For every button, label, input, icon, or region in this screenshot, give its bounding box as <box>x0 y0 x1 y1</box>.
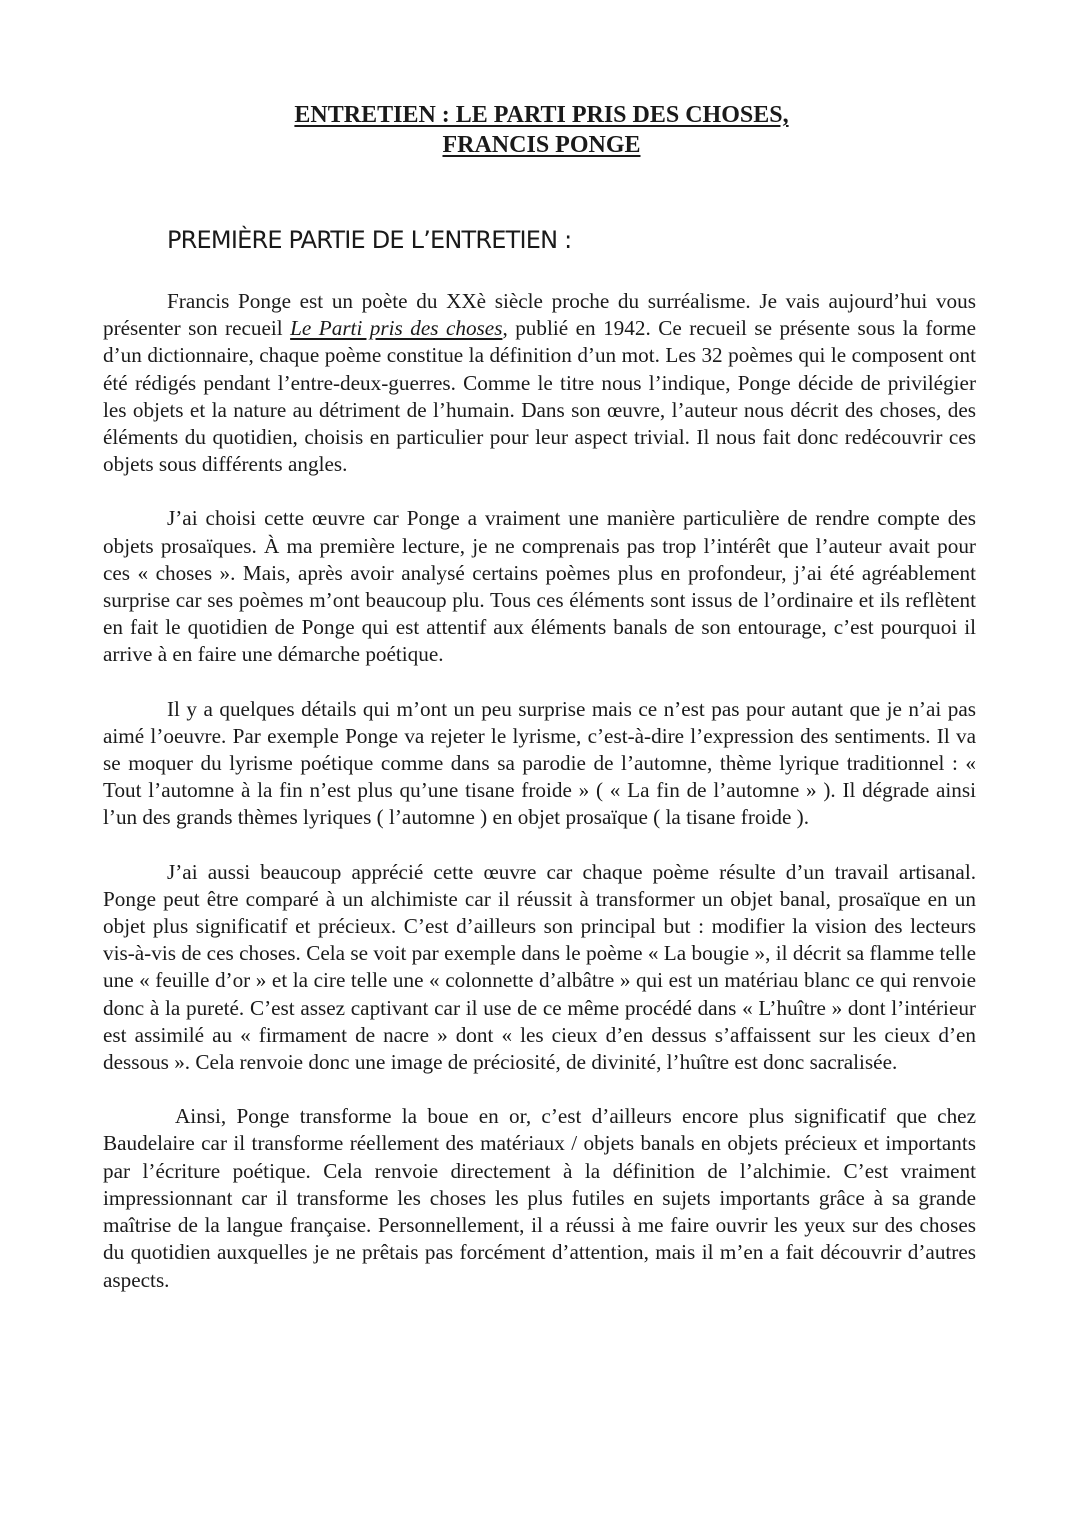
title-line-1: ENTRETIEN : LE PARTI PRIS DES CHOSES, <box>294 102 789 128</box>
paragraph-surprise: Il y a quelques détails qui m’ont un peu surprise mais ce n’est pas pour autant que je n’ai pas aimé l’oeuvre. Par exemple Ponge va rejeter le lyrisme, c’est-à-dire l’expression des sentiments. Il va se moquer du lyrisme poétique comme dans sa parodie de l’automne, thème lyrique traditionnel : « Tout l’automne à la fin n’est plus qu’une tisane froide » ( « La fin de l’automne » ). Il dégrade ainsi l’un des grands thèmes lyriques ( l’automne ) en objet prosaïque ( la tisane froide ). <box>103 696 976 830</box>
paragraph-appreciation: J’ai aussi beaucoup apprécié cette œuvre car chaque poème résulte d’un travail artisanal. Ponge peut être comparé à un alchimiste car il réussit à transformer un objet banal, prosaïque en un objet plus significatif et précieux. C’est d’ailleurs son principal but : modifier la vision des lecteurs vis-à-vis de ces choses. Cela se voit par exemple dans le poème « La bougie », il décrit sa flamme telle une « feuille d’or » et la cire telle une « colonnette d’albâtre » qui est un matériau blanc ce qui renvoie donc à la pureté. C’est assez captivant car il use de ce même procédé dans « L’huître » dont l’intérieur est assimilé au « firmament de nacre » dont « les cieux d’en dessus s’affaissent sur les cieux d’en dessous ». Cela renvoie donc une image de préciosité, de divinité, l’huître est donc sacralisée. <box>103 859 976 1075</box>
paragraph-conclusion: Ainsi, Ponge transforme la boue en or, c’est d’ailleurs encore plus significatif que chez Baudelaire car il transforme réellement des matériaux / objets banals en objets précieux et importants par l’écriture poétique. Cela renvoie directement à la définition de l’alchimie. C’est vraiment impressionnant car il transforme les choses les plus futiles en sujets importants grâce à sa grande maîtrise de la langue française. Personnellement, il a réussi à me faire ouvrir les yeux sur des choses du quotidien auxquelles je ne prêtais pas forcément d’attention, mais il m’en a fait découvrir d’autres aspects. <box>103 1104 976 1292</box>
paragraph-introduction <box>103 288 976 478</box>
paragraph-text: Francis Ponge est un poète du XXè siècle proche du surréalisme. Je vais aujourd’hui vous présenter son recueil <box>103 289 976 341</box>
document-title <box>103 100 976 160</box>
paragraph-text: , publié en 1942. Ce recueil se présente sous la forme d’un dictionnaire, chaque poème constitue la définition d’un mot. Les 32 poèmes qui le composent ont été rédigés pendant l’entre-deux-guerres. Comme le titre nous l’indique, Ponge décide de privilégier les objets et la nature au détriment de l’humain. Dans son œuvre, l’auteur nous décrit des choses, des éléments du quotidien, choisis en particulier pour leur aspect trivial. Il nous fait donc redécouvrir ces objets sous différents angles. <box>103 316 976 477</box>
book-title: Le Parti pris des choses <box>290 316 503 341</box>
document-page <box>103 100 976 1294</box>
section-heading: PREMIÈRE PARTIE DE L’ENTRETIEN : <box>167 226 572 254</box>
title-line-2: FRANCIS PONGE <box>442 132 641 158</box>
paragraph-choice: J’ai choisi cette œuvre car Ponge a vraiment une manière particulière de rendre compte des objets prosaïques. À ma première lecture, je ne comprenais pas trop l’intérêt que l’auteur avait pour ces « choses ». Mais, après avoir analysé certains poèmes plus en profondeur, j’ai été agréablement surprise car ses poèmes m’ont beaucoup plu. Tous ces éléments sont issus de l’ordinaire et ils reflètent en fait le quotidien de Ponge qui est attentif aux éléments banals de son entourage, c’est pourquoi il arrive à en faire une démarche poétique. <box>103 506 976 667</box>
